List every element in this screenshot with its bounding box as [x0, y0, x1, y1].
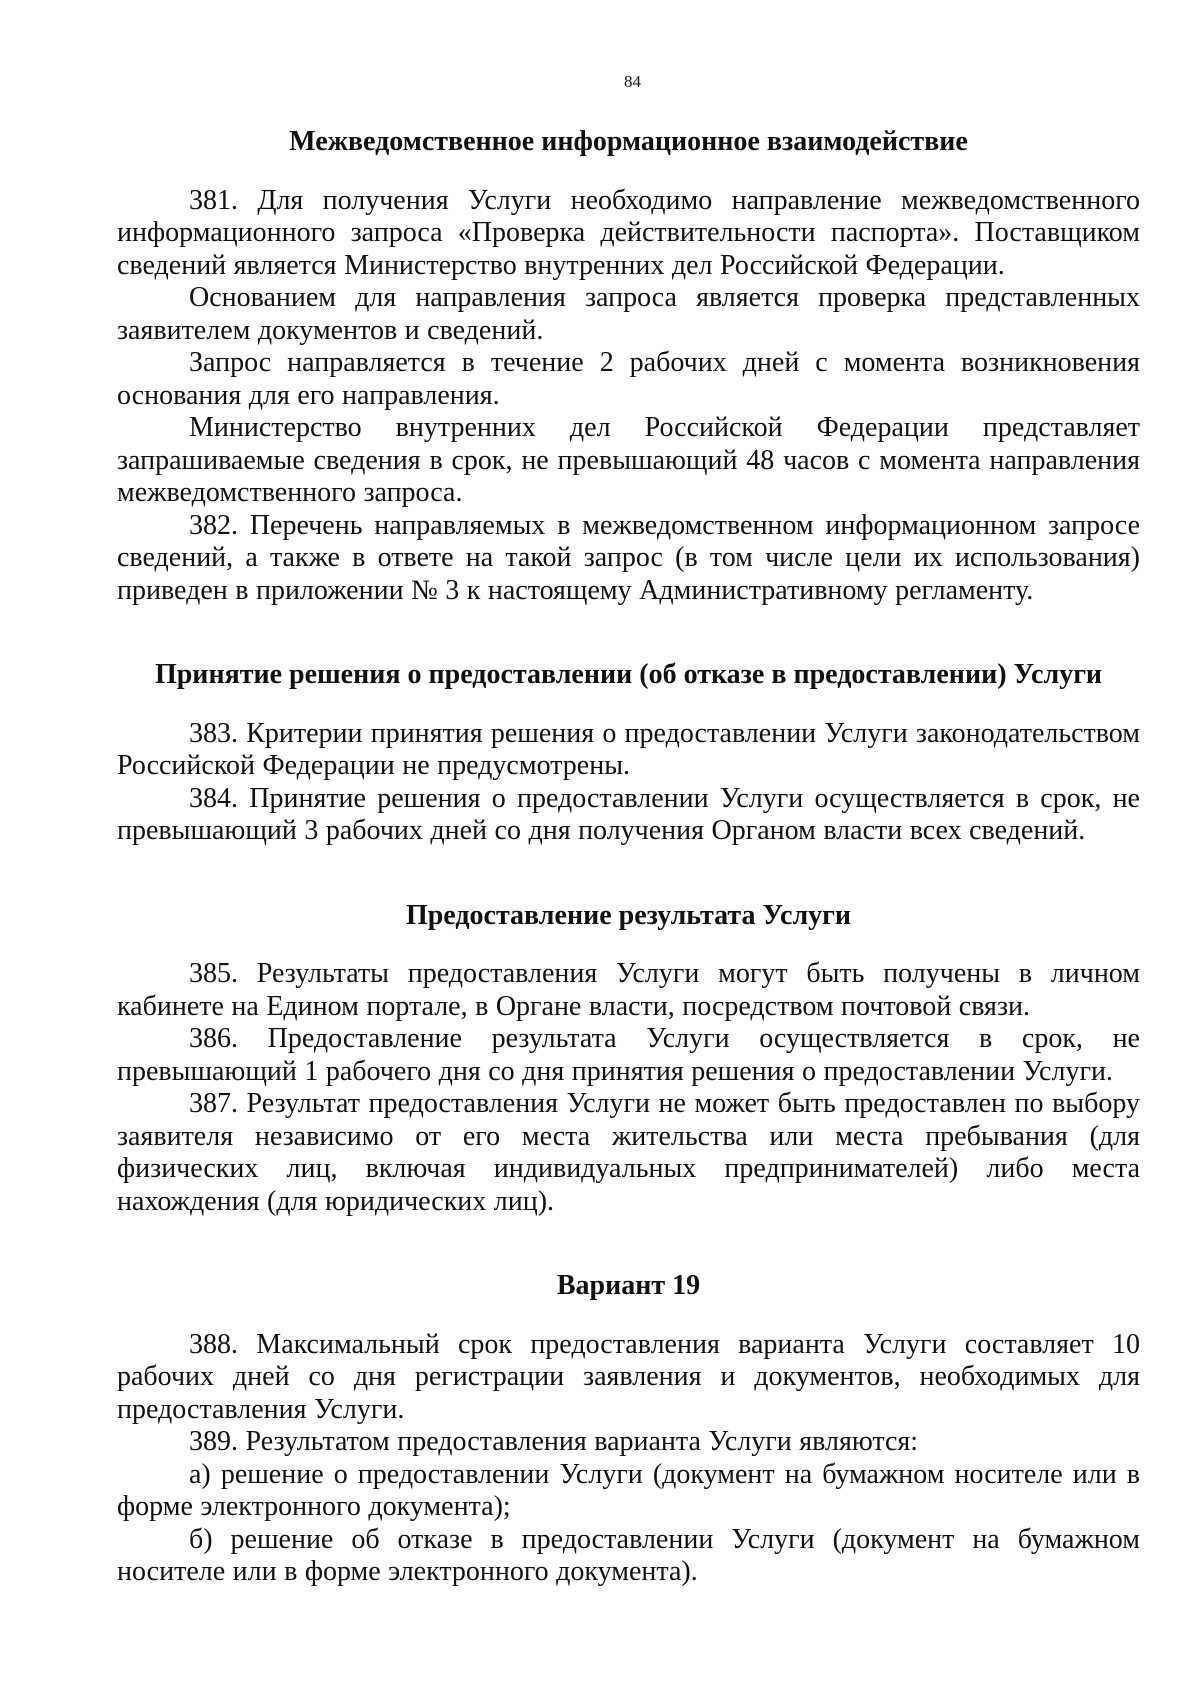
paragraph-389-a: а) решение о предоставлении Услуги (документ на бумажном носителе или в форме электронного документа);	[117, 1458, 1140, 1522]
page-number: 84	[624, 72, 641, 91]
paragraph-387: 387. Результат предоставления Услуги не может быть предоставлен по выбору заявителя независимо от его места жительства или места пребывания (для физических лиц, включая индивидуальных предпринимателей) либо места нахождения (для юридических лиц).	[117, 1088, 1140, 1217]
paragraph-384: 384. Принятие решения о предоставлении Услуги осуществляется в срок, не превышающий 3 рабочих дней со дня получения Органом власти всех сведений.	[117, 782, 1140, 846]
section-variant-19-body	[117, 1329, 1140, 1589]
paragraph-382: 382. Перечень направляемых в межведомственном информационном запросе сведений, а также в ответе на такой запрос (в том числе цели их использования) приведен в приложении № 3 к настоящему Административному регламенту.	[117, 509, 1140, 606]
section-heading-variant-19: Вариант 19	[556, 1270, 701, 1301]
paragraph-381: 381. Для получения Услуги необходимо направление межведомственного информационного запроса «Проверка действительности паспорта». Поставщиком сведений является Министерство внутренних дел Российской Федерации.	[117, 184, 1140, 281]
section-heading-result: Предоставление результата Услуги	[405, 899, 852, 931]
section-result-body	[117, 958, 1140, 1218]
paragraph-basis: Основанием для направления запроса является проверка представленных заявителем документов и сведений.	[117, 282, 1140, 346]
section-interagency-body	[117, 185, 1140, 608]
paragraph-385: 385. Результаты предоставления Услуги могут быть получены в личном кабинете на Едином портале, в Органе власти, посредством почтовой связи.	[117, 958, 1140, 1022]
paragraph-request-timing: Запрос направляется в течение 2 рабочих дней с момента возникновения основания для его направления.	[117, 347, 1140, 411]
section-heading-interagency: Межведомственное информационное взаимодействие	[289, 126, 968, 157]
paragraph-389: 389. Результатом предоставления варианта Услуги являются:	[189, 1426, 919, 1457]
paragraph-388: 388. Максимальный срок предоставления варианта Услуги составляет 10 рабочих дней со дня регистрации заявления и документов, необходимых для предоставления Услуги.	[117, 1328, 1140, 1425]
paragraph-386: 386. Предоставление результата Услуги осуществляется в срок, не превышающий 1 рабочего дня со дня принятия решения о предоставлении Услуги.	[117, 1023, 1140, 1087]
section-heading-decision: Принятие решения о предоставлении (об отказе в предоставлении) Услуги	[154, 659, 1103, 690]
paragraph-ministry-response: Министерство внутренних дел Российской Федерации представляет запрашиваемые сведения в срок, не превышающий 48 часов с момента направления межведомственного запроса.	[117, 412, 1140, 508]
paragraph-383: 383. Критерии принятия решения о предоставлении Услуги законодательством Российской Федерации не предусмотрены.	[117, 717, 1140, 781]
section-decision-body	[117, 718, 1140, 848]
paragraph-389-b: б) решение об отказе в предоставлении Услуги (документ на бумажном носителе или в форме электронного документа).	[117, 1523, 1140, 1587]
